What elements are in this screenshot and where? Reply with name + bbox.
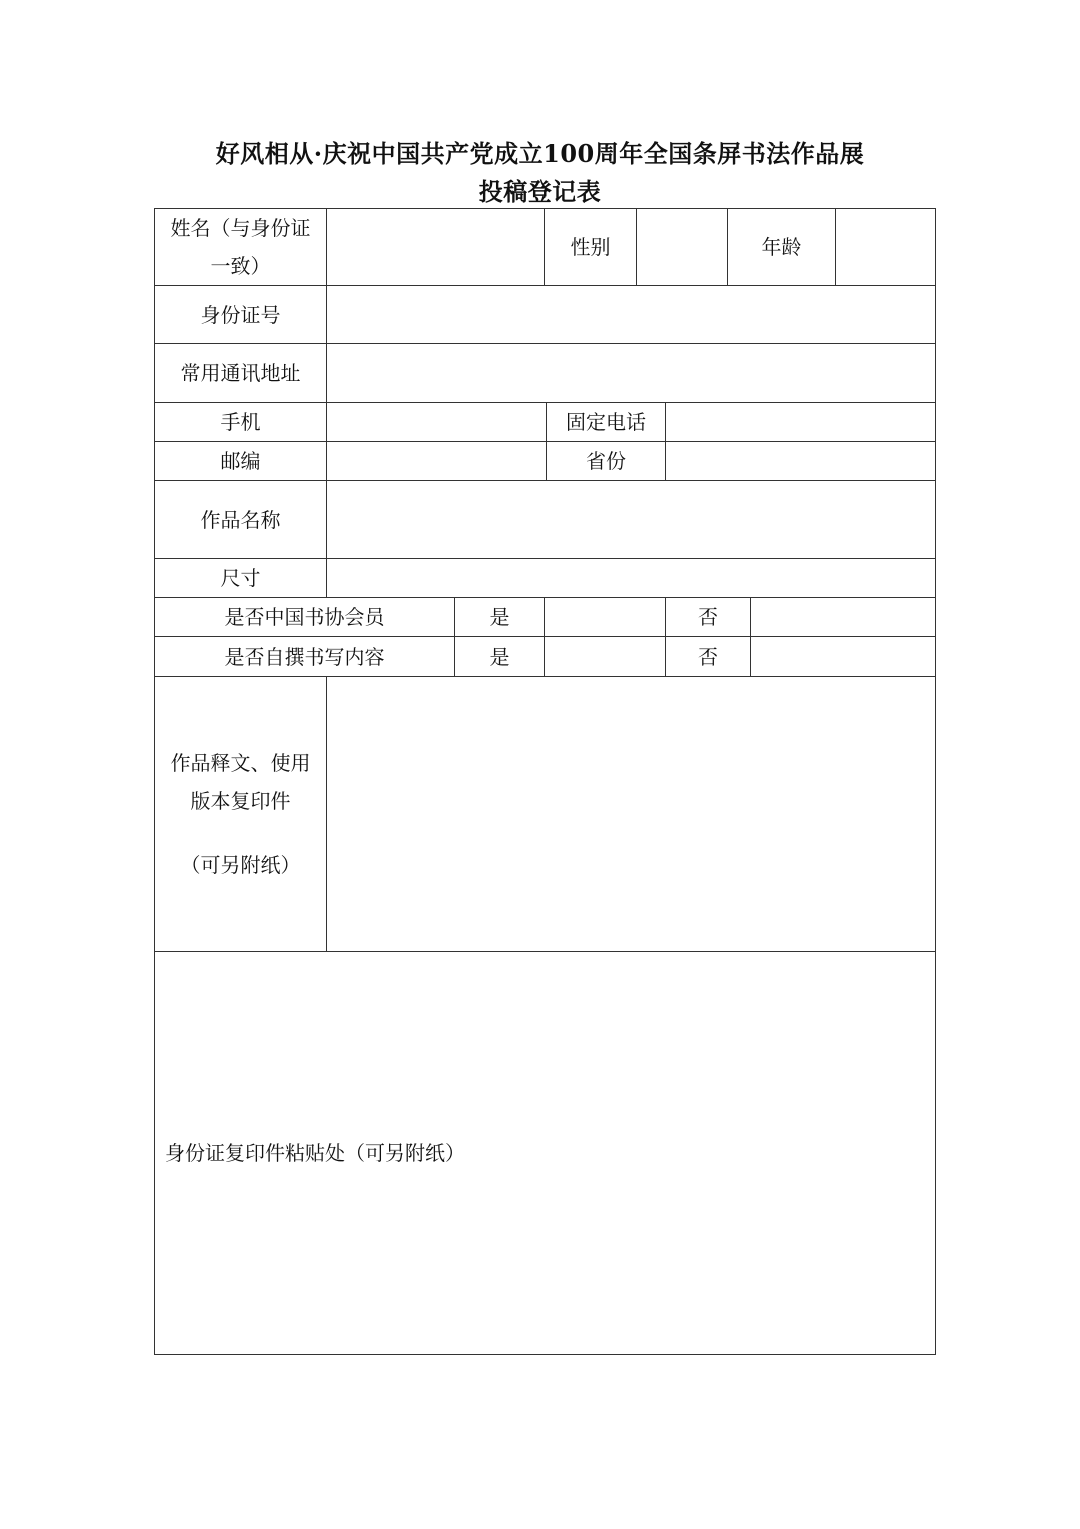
landline-field[interactable] <box>665 402 936 442</box>
self-written-yes-field[interactable] <box>544 636 666 677</box>
self-written-no-label: 否 <box>665 636 751 677</box>
member-yes-field[interactable] <box>544 597 666 637</box>
member-yes-label: 是 <box>454 597 545 637</box>
size-label: 尺寸 <box>154 558 327 598</box>
mobile-field[interactable] <box>326 402 547 442</box>
name-label-line1: 姓名（与身份证 <box>170 216 311 240</box>
member-no-field[interactable] <box>750 597 936 637</box>
id-number-field[interactable] <box>326 285 936 344</box>
work-text-field[interactable] <box>326 676 936 952</box>
self-written-yes-label: 是 <box>454 636 545 677</box>
id-copy-area[interactable] <box>154 951 936 1355</box>
address-label: 常用通讯地址 <box>154 343 327 403</box>
landline-label: 固定电话 <box>546 402 666 442</box>
gender-label: 性别 <box>544 208 637 286</box>
mobile-label: 手机 <box>154 402 327 442</box>
member-no-label: 否 <box>665 597 751 637</box>
age-field[interactable] <box>835 208 936 286</box>
name-field[interactable] <box>326 208 545 286</box>
size-field[interactable] <box>326 558 936 598</box>
work-title-field[interactable] <box>326 480 936 559</box>
province-label: 省份 <box>546 441 666 481</box>
postcode-field[interactable] <box>326 441 547 481</box>
work-title-label: 作品名称 <box>154 480 327 559</box>
name-label-line2: 一致） <box>210 254 271 278</box>
work-text-label-line1: 作品释文、使用 <box>170 751 311 775</box>
form-subtitle: 投稿登记表 <box>478 177 602 206</box>
gender-field[interactable] <box>636 208 728 286</box>
member-question-label: 是否中国书协会员 <box>154 597 455 637</box>
province-field[interactable] <box>665 441 936 481</box>
id-number-label: 身份证号 <box>154 285 327 344</box>
self-written-question-label: 是否自撰书写内容 <box>154 636 455 677</box>
work-text-label <box>154 676 327 952</box>
self-written-no-field[interactable] <box>750 636 936 677</box>
postcode-label: 邮编 <box>154 441 327 481</box>
work-text-label-line2: 版本复印件 <box>190 789 291 813</box>
id-copy-label: 身份证复印件粘贴处（可另附纸） <box>165 1141 465 1165</box>
age-label: 年龄 <box>727 208 836 286</box>
work-text-label-line3: （可另附纸） <box>180 853 301 877</box>
name-label <box>154 208 327 286</box>
form-title: 好风相从·庆祝中国共产党成立100周年全国条屏书法作品展 <box>215 139 865 168</box>
address-field[interactable] <box>326 343 936 403</box>
